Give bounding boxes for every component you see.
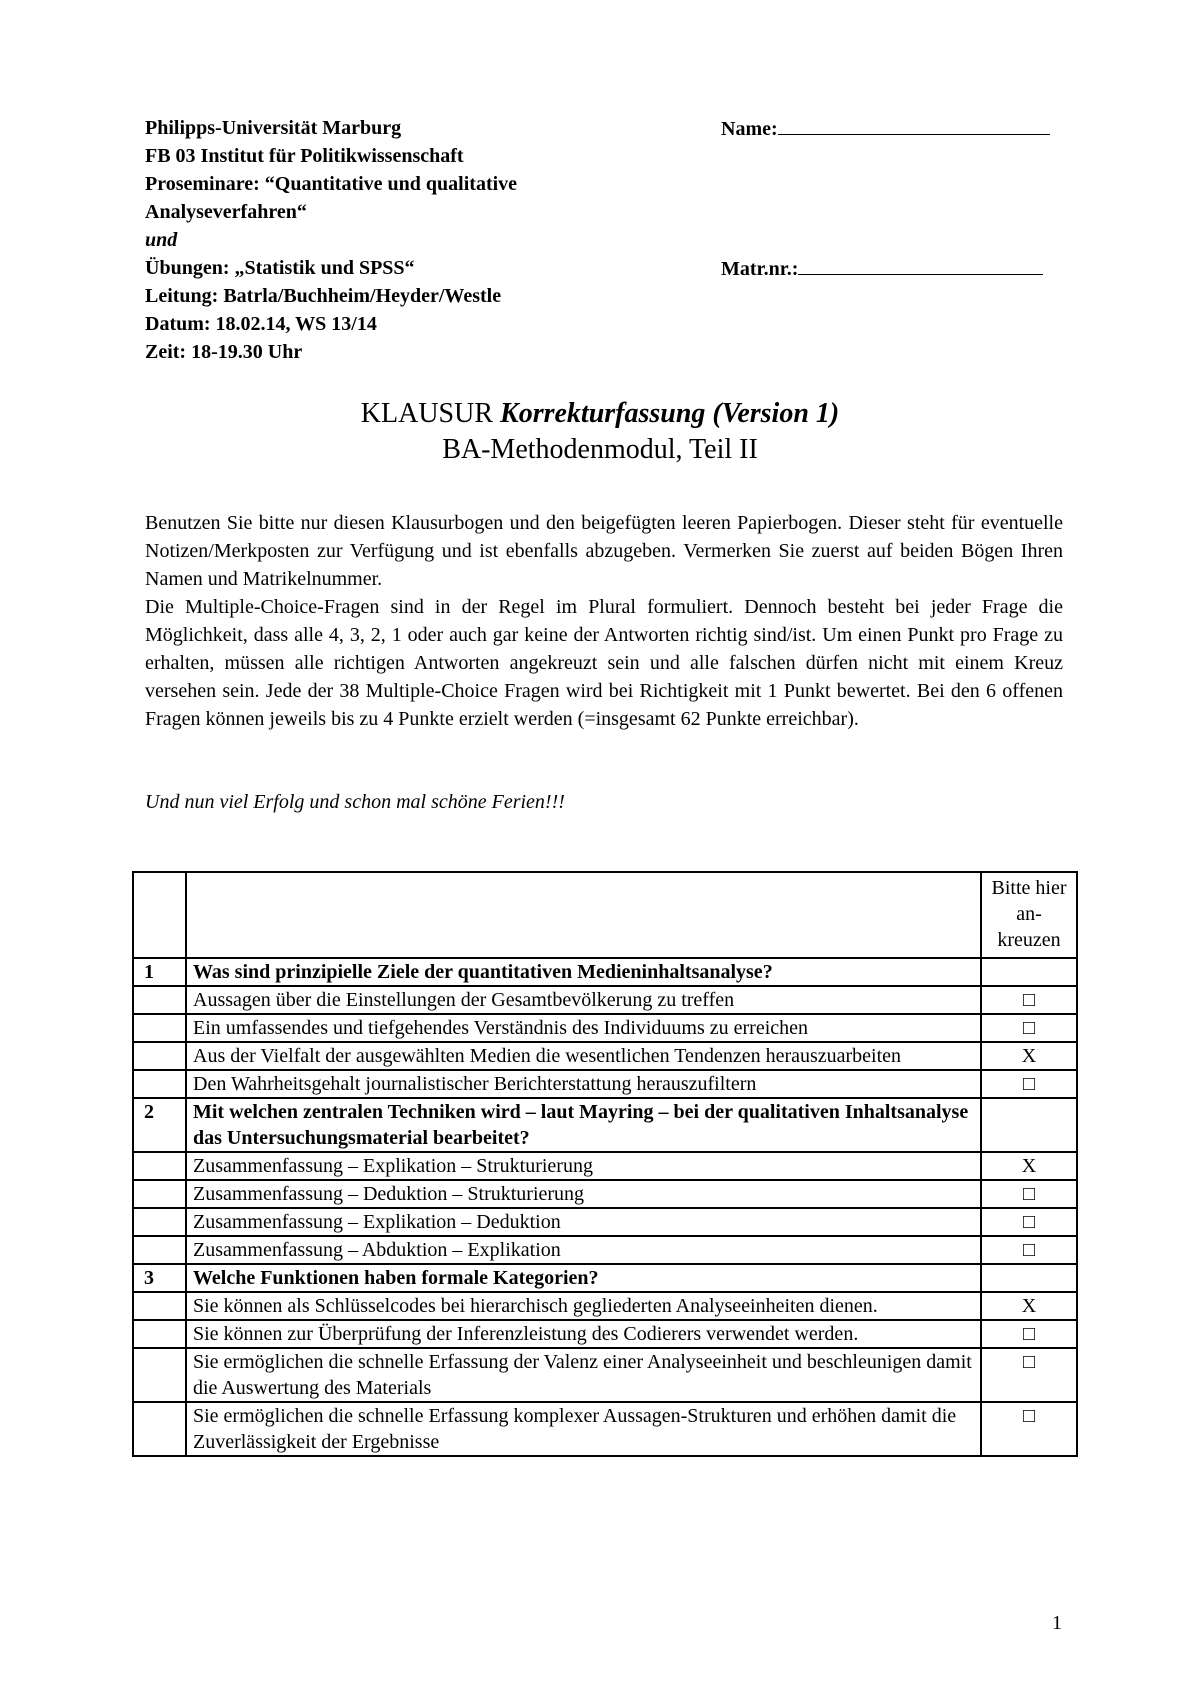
answer-checkbox[interactable]: □ <box>981 1236 1077 1264</box>
matrnr-blank-line[interactable] <box>798 254 1043 275</box>
question-row <box>133 1264 1077 1292</box>
lecturers-line: Leitung: Batrla/Buchheim/Heyder/Westle <box>145 285 502 307</box>
page-number: 1 <box>1052 1612 1062 1634</box>
answer-text: Sie können zur Überprüfung der Inferenzleistung des Codierers verwendet werden. <box>186 1320 981 1348</box>
question-number: 1 <box>133 958 186 986</box>
answer-text: Sie ermöglichen die schnelle Erfassung der Valenz einer Analyseeinheit und beschleunigen damit die Auswertung des Materials <box>186 1348 981 1402</box>
answer-row <box>133 1320 1077 1348</box>
question-table <box>132 871 1078 1457</box>
question-mark-cell <box>981 1264 1077 1292</box>
answer-row <box>133 1292 1077 1320</box>
answer-checkbox[interactable]: □ <box>981 986 1077 1014</box>
answer-row <box>133 1208 1077 1236</box>
matrnr-field[interactable] <box>721 254 1043 283</box>
answer-checkbox[interactable]: □ <box>981 1208 1077 1236</box>
answer-number-cell <box>133 1320 186 1348</box>
answer-text: Zusammenfassung – Explikation – Strukturierung <box>186 1152 981 1180</box>
answer-checkbox[interactable]: □ <box>981 1320 1077 1348</box>
question-text: Welche Funktionen haben formale Kategorien? <box>186 1264 981 1292</box>
answer-row <box>133 986 1077 1014</box>
instructions-paragraph-1: Benutzen Sie bitte nur diesen Klausurbogen und den beigefügten leeren Papierbogen. Dieser steht für eventuelle Notizen/Merkposten zur Verfügung und ist ebenfalls abzugeben. Vermerken Sie zuerst auf beiden Bögen Ihren Namen und Matrikelnummer. <box>145 512 1063 590</box>
answer-checkbox[interactable]: X <box>981 1152 1077 1180</box>
answer-number-cell <box>133 986 186 1014</box>
name-blank-line[interactable] <box>778 114 1050 135</box>
answer-text: Zusammenfassung – Deduktion – Strukturierung <box>186 1180 981 1208</box>
table-header-row <box>133 872 1077 958</box>
answer-number-cell <box>133 1292 186 1320</box>
answer-checkbox[interactable]: □ <box>981 1070 1077 1098</box>
answer-row <box>133 1152 1077 1180</box>
answer-checkbox[interactable]: □ <box>981 1014 1077 1042</box>
title-sub: BA-Methodenmodul, Teil II <box>442 434 758 465</box>
answer-number-cell <box>133 1070 186 1098</box>
answer-number-cell <box>133 1208 186 1236</box>
seminar-line: Proseminare: “Quantitative und qualitative <box>145 173 518 195</box>
answer-text: Zusammenfassung – Explikation – Deduktion <box>186 1208 981 1236</box>
question-mark-cell <box>981 958 1077 986</box>
seminar-line-2: Analyseverfahren“ <box>145 201 307 223</box>
answer-text: Aussagen über die Einstellungen der Gesamtbevölkerung zu treffen <box>186 986 981 1014</box>
answer-row <box>133 1180 1077 1208</box>
answer-number-cell <box>133 1402 186 1456</box>
matrnr-label: Matr.nr.: <box>721 258 799 280</box>
header-question-cell <box>186 872 981 958</box>
title-main-italic: Korrekturfassung (Version 1) <box>500 398 840 429</box>
exam-title <box>0 396 1200 468</box>
answer-number-cell <box>133 1180 186 1208</box>
university-line: Philipps-Universität Marburg <box>145 117 402 139</box>
answer-number-cell <box>133 1348 186 1402</box>
department-line: FB 03 Institut für Politikwissenschaft <box>145 145 464 167</box>
time-line: Zeit: 18-19.30 Uhr <box>145 341 303 363</box>
instructions <box>145 509 1063 733</box>
answer-row <box>133 1042 1077 1070</box>
answer-row <box>133 1402 1077 1456</box>
answer-row <box>133 1236 1077 1264</box>
answer-checkbox[interactable]: □ <box>981 1348 1077 1402</box>
question-text: Was sind prinzipielle Ziele der quantitativen Medieninhaltsanalyse? <box>186 958 981 986</box>
exercise-line: Übungen: „Statistik und SPSS“ <box>145 257 415 279</box>
header-number-cell <box>133 872 186 958</box>
question-text: Mit welchen zentralen Techniken wird – laut Mayring – bei der qualitativen Inhaltsanalyse das Untersuchungsmaterial bearbeitet? <box>186 1098 981 1152</box>
answer-text: Aus der Vielfalt der ausgewählten Medien die wesentlichen Tendenzen herauszuarbeiten <box>186 1042 981 1070</box>
answer-checkbox[interactable]: X <box>981 1042 1077 1070</box>
title-main-text: KLAUSUR <box>360 398 501 429</box>
question-row <box>133 1098 1077 1152</box>
answer-text: Sie können als Schlüsselcodes bei hierarchisch gegliederten Analyseeinheiten dienen. <box>186 1292 981 1320</box>
answer-checkbox[interactable]: □ <box>981 1180 1077 1208</box>
instructions-paragraph-2: Die Multiple-Choice-Fragen sind in der Regel im Plural formuliert. Dennoch besteht bei jeder Frage die Möglichkeit, dass alle 4, 3, 2, 1 oder auch gar keine der Antworten richtig sind/ist. Um einen Punkt pro Frage zu erhalten, müssen alle richtigen Antworten angekreuzt sein und alle falschen dürfen nicht mit einem Kreuz versehen sein. Jede der 38 Multiple-Choice Fragen wird bei Richtigkeit mit 1 Punkt bewertet. Bei den 6 offenen Fragen können jeweils bis zu 4 Punkte erzielt werden (=insgesamt 62 Punkte erreichbar). <box>145 596 1063 730</box>
header-info <box>145 114 665 366</box>
answer-text: Zusammenfassung – Abduktion – Explikation <box>186 1236 981 1264</box>
question-number: 3 <box>133 1264 186 1292</box>
mark-column-header: Bitte hier an-kreuzen <box>981 872 1077 958</box>
date-line: Datum: 18.02.14, WS 13/14 <box>145 313 377 335</box>
answer-row <box>133 1014 1077 1042</box>
answer-row <box>133 1070 1077 1098</box>
title-main <box>0 396 1200 432</box>
answer-number-cell <box>133 1152 186 1180</box>
answer-row <box>133 1348 1077 1402</box>
answer-text: Sie ermöglichen die schnelle Erfassung komplexer Aussagen-Strukturen und erhöhen damit die Zuverlässigkeit der Ergebnisse <box>186 1402 981 1456</box>
name-field[interactable] <box>721 114 1050 143</box>
und-line: und <box>145 229 178 251</box>
answer-text: Ein umfassendes und tiefgehendes Verständnis des Individuums zu erreichen <box>186 1014 981 1042</box>
name-label: Name: <box>721 118 778 140</box>
closing-wish: Und nun viel Erfolg und schon mal schöne Ferien!!! <box>145 791 565 813</box>
answer-checkbox[interactable]: □ <box>981 1402 1077 1456</box>
question-row <box>133 958 1077 986</box>
question-mark-cell <box>981 1098 1077 1152</box>
answer-text: Den Wahrheitsgehalt journalistischer Berichterstattung herauszufiltern <box>186 1070 981 1098</box>
question-number: 2 <box>133 1098 186 1152</box>
answer-number-cell <box>133 1042 186 1070</box>
answer-number-cell <box>133 1236 186 1264</box>
answer-checkbox[interactable]: X <box>981 1292 1077 1320</box>
answer-number-cell <box>133 1014 186 1042</box>
